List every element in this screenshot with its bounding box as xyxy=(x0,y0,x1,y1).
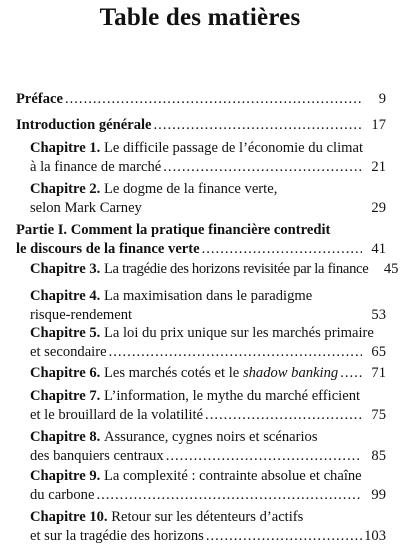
toc-entry-chapitre-1[interactable] xyxy=(30,139,386,177)
dot-leader xyxy=(166,447,362,466)
dot-leader xyxy=(205,406,362,425)
dot-leader xyxy=(202,240,362,259)
chapter-title-line1: Le difficile passage de l’économie du climat xyxy=(103,140,364,156)
page-number: 29 xyxy=(371,200,386,216)
chapter-number: Chapitre 3. xyxy=(30,261,101,277)
chapter-title-line1: L’information, le mythe du marché efficient xyxy=(103,388,361,404)
chapter-title-line1: Retour sur les détenteurs d’actifs xyxy=(111,509,304,525)
toc-entry-chapitre-9[interactable] xyxy=(30,467,386,505)
chapter-title-line2: et sur la tragédie des horizons xyxy=(30,528,204,544)
chapter-number: Chapitre 8. xyxy=(30,429,101,445)
page-number: 21 xyxy=(371,159,386,175)
chapter-title-line1: La complexité : contrainte absolue et chaîne xyxy=(103,468,362,484)
chapter-title-italic: shadow banking xyxy=(242,365,339,381)
toc-entry-chapitre-10[interactable] xyxy=(30,508,386,546)
chapter-title-line2: à la finance de marché xyxy=(30,159,162,175)
chapter-title-line2: et le brouillard de la volatilité xyxy=(30,407,204,423)
chapter-title-line2: et secondaire xyxy=(30,344,107,360)
chapter-number: Chapitre 5. xyxy=(30,325,101,341)
page-number: 53 xyxy=(371,307,386,323)
toc-entry-chapitre-8[interactable] xyxy=(30,428,386,466)
entry-label: Préface xyxy=(16,91,63,107)
toc-entry-chapitre-7[interactable] xyxy=(30,387,386,425)
chapter-number: Chapitre 2. xyxy=(30,181,101,197)
dot-leader xyxy=(163,158,362,177)
page-number: 45 xyxy=(383,261,399,277)
dot-leader xyxy=(340,364,362,383)
page-number: 41 xyxy=(371,241,386,257)
page-number: 17 xyxy=(371,117,386,133)
chapter-number: Chapitre 4. xyxy=(30,288,101,304)
page-number: 65 xyxy=(371,344,386,360)
toc-entry-chapitre-2[interactable] xyxy=(30,180,386,218)
chapter-title-line1: La maximisation dans le paradigme xyxy=(103,288,313,304)
toc-entry-preface[interactable] xyxy=(16,90,386,109)
toc-entry-chapitre-6[interactable] xyxy=(30,364,386,383)
page-number: 85 xyxy=(371,448,386,464)
toc-entry-introduction[interactable] xyxy=(16,116,386,135)
chapter-number: Chapitre 10. xyxy=(30,509,108,525)
page-number: 103 xyxy=(364,528,386,544)
chapter-title-line1: Le dogme de la finance verte, xyxy=(103,181,278,197)
chapter-number: Chapitre 7. xyxy=(30,388,101,404)
dot-leader xyxy=(154,116,362,135)
chapter-title-line2: risque-rendement xyxy=(30,307,133,323)
chapter-title-line2: du carbone xyxy=(30,487,95,503)
dot-leader xyxy=(109,343,362,362)
page-number: 9 xyxy=(378,91,386,107)
dot-leader xyxy=(96,486,362,505)
chapter-number: Chapitre 1. xyxy=(30,140,101,156)
chapter-title: La tragédie des horizons revisitée par la finance xyxy=(103,261,369,277)
chapter-title-line1: Assurance, cygnes noirs et scénarios xyxy=(103,429,318,445)
page-number: 75 xyxy=(371,407,386,423)
chapter-title-line1: La loi du prix unique sur les marchés primaire xyxy=(103,325,374,341)
part-title-line1: Partie I. Comment la pratique financière contredit xyxy=(16,222,331,238)
chapter-title-line2: des banquiers centraux xyxy=(30,448,164,464)
part-title-line2: le discours de la finance verte xyxy=(16,241,200,257)
page-title: Table des matières xyxy=(99,4,301,31)
chapter-title: Les marchés cotés et le xyxy=(103,365,240,381)
chapter-number: Chapitre 9. xyxy=(30,468,101,484)
chapter-title-line2: selon Mark Carney xyxy=(30,200,142,216)
page-number: 71 xyxy=(371,365,386,381)
toc-entry-chapitre-3[interactable] xyxy=(30,260,399,279)
toc-entry-partie-1[interactable] xyxy=(16,221,386,259)
page-number: 99 xyxy=(371,487,386,503)
toc-entry-chapitre-5[interactable] xyxy=(30,324,386,362)
dot-leader xyxy=(206,527,362,546)
toc-entry-chapitre-4[interactable] xyxy=(30,287,386,325)
entry-label: Introduction générale xyxy=(16,117,152,133)
dot-leader xyxy=(65,90,362,109)
chapter-number: Chapitre 6. xyxy=(30,365,101,381)
